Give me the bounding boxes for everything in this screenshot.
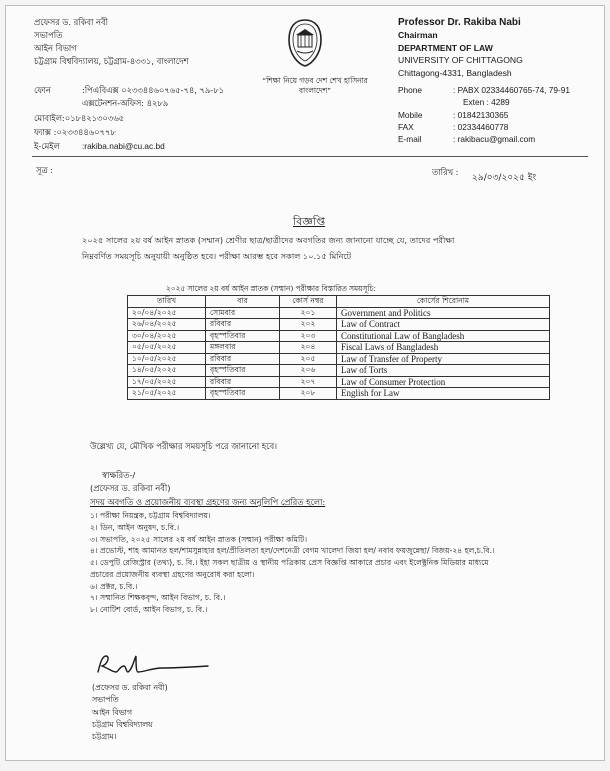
header-right-fax-label: FAX (398, 122, 414, 132)
header-left-department: আইন বিভাগ (34, 43, 77, 53)
cell-course-number: ২০১ (280, 307, 337, 319)
header-right-extension: Exten : 4289 (463, 97, 510, 107)
table-header-row (128, 296, 550, 308)
table-row (128, 388, 550, 400)
header-left-email-label: ই-মেইল (34, 141, 60, 151)
table-row (128, 319, 550, 331)
date-value: ২৯/০৩/২০২৫ ইং (472, 173, 537, 183)
cell-date: ০৫/০৫/২০২৫ (128, 342, 206, 354)
cell-day: বৃহস্পতিবার (206, 388, 280, 400)
signature-designation: সভাপতি (92, 695, 119, 705)
header-divider (32, 156, 588, 157)
table-row (128, 307, 550, 319)
header-right (398, 16, 523, 79)
cell-course-title: Fiscal Laws of Bangladesh (337, 342, 550, 354)
cell-date: ১৭/০৫/২০২৫ (128, 376, 206, 388)
table-row (128, 330, 550, 342)
cell-date: ১৪/০৫/২০২৫ (128, 365, 206, 377)
handwritten-signature (92, 650, 212, 678)
cell-course-number: ২০৪ (280, 342, 337, 354)
cell-course-title: Constitutional Law of Bangladesh (337, 330, 550, 342)
cell-date: ২৬/০৪/২০২৫ (128, 319, 206, 331)
distribution-item: ৭। সম্মানিত শিক্ষকবৃন্দ, আইন বিভাগ, চ. বি.। (90, 593, 226, 603)
cell-course-title: Law of Torts (337, 365, 550, 377)
header-course-title: কোর্সের শিরোনাম (337, 296, 550, 308)
distribution-item: ৪। প্রভোস্ট, শাহ আমানত হল/শামসুন্নাহার হল/প্রীতিলতা হল/দেশনেত্রী বেগম খালেদা জিয়া হল/ নবাব ফয়জুন্নেছা/ বিজয়-২৪ হল,চ.বি.। (90, 546, 495, 556)
cell-day: মঙ্গলবার (206, 342, 280, 354)
cell-date: ২০/০৪/২০২৫ (128, 307, 206, 319)
viva-note: উল্লেখ্য যে, মৌখিক পরীক্ষার সময়সূচি পরে জানানো হবে। (90, 441, 278, 451)
distribution-item: ৩। সভাপতি, ২০২৫ সালের ২য় বর্ষ আইন স্নাতক (সম্মান) পরীক্ষা কমিটি। (90, 534, 308, 544)
cell-day: রবিবার (206, 353, 280, 365)
notice-title: বিজ্ঞপ্তি (293, 215, 325, 228)
header-date: তারিখ (128, 296, 206, 308)
exam-schedule-table (127, 295, 550, 400)
header-left-phone-value: :পিএবিএক্স ০২৩৩৪৪৬০৭৬৫-৭৪, ৭৯-৮১ (82, 85, 225, 95)
header-left-fax: ফ্যাক্স :০২৩৩৪৪৬০৭৭৮ (34, 127, 116, 137)
header-right-email-label: E-mail (398, 134, 422, 144)
header-right-phone-label: Phone (398, 85, 422, 95)
table-row (128, 376, 550, 388)
distribution-item: ২। ডিন, আইন অনুষদ, চ.বি.। (90, 522, 180, 532)
header-right-fax-value: : 02334460778 (453, 122, 509, 132)
cell-course-title: Law of Consumer Protection (337, 376, 550, 388)
table-caption: ২০২৫ সালের ২য় বর্ষ আইন স্নাতক (সম্মান) পরীক্ষার বিস্তারিত সময়সূচি: (166, 284, 376, 293)
cell-course-number: ২০৭ (280, 376, 337, 388)
distribution-item: প্রচারের প্রয়োজনীয় ব্যবস্থা গ্রহণের অনুরোধ করা হলো। (90, 569, 255, 579)
header-right-designation: Chairman (398, 30, 438, 40)
distribution-item: ৬। প্রক্টর, চ.বি.। (90, 581, 138, 591)
cell-day: বৃহস্পতিবার (206, 330, 280, 342)
cell-course-number: ২০৩ (280, 330, 337, 342)
cell-course-number: ২০৫ (280, 353, 337, 365)
header-left (34, 16, 188, 68)
cell-date: ২১/০৫/২০২৫ (128, 388, 206, 400)
cell-course-title: Law of Contract (337, 319, 550, 331)
header-left-extension: এক্সটেনশন-অফিস: ৪২৮৯ (82, 98, 169, 108)
header-left-address: চট্টগ্রাম বিশ্ববিদ্যালয়, চট্টগ্রাম-৪৩৩১, বাংলাদেশ (34, 56, 189, 66)
cell-day: রবিবার (206, 376, 280, 388)
cell-course-number: ২০৬ (280, 365, 337, 377)
header-course-number: কোর্স নম্বর (280, 296, 337, 308)
header-right-email-value: : rakibacu@gmail.com (453, 134, 536, 144)
cell-day: বৃহস্পতিবার (206, 365, 280, 377)
distribution-item: ৮। নোটিশ বোর্ড, আইন বিভাগ, চ. বি.। (90, 605, 208, 615)
header-right-address: Chittagong-4331, Bangladesh (398, 67, 512, 78)
cell-course-title: Law of Transfer of Property (337, 353, 550, 365)
header-right-department: DEPARTMENT OF LAW (398, 42, 493, 53)
notice-page (5, 5, 605, 761)
cell-course-number: ২০২ (280, 319, 337, 331)
cell-date: ১০/০৫/২০২৫ (128, 353, 206, 365)
signature-department: আইন বিভাগ (92, 707, 133, 717)
table-row (128, 342, 550, 354)
slogan: “শিক্ষা নিয়ে গড়ব দেশ শেখ হাসিনার বাংলাদেশ” (262, 76, 368, 95)
reference-label: সূত্র : (36, 165, 54, 175)
signature-university: চট্টগ্রাম বিশ্ববিদ্যালয় (92, 719, 153, 729)
signed-mark: স্বাক্ষরিত-/ (102, 470, 136, 480)
signature-name: (প্রফেসর ড. রকিবা নবী) (92, 683, 168, 692)
header-left-email-value: :rakiba.nabi@cu.ac.bd (82, 141, 165, 151)
header-left-mobile: মোবাইল:০১৮৪২১৩০৩৬৫ (34, 113, 124, 123)
notice-body-line-1: ২০২৫ সালের ২য় বর্ষ আইন স্নাতক (সম্মান) শ্রেণীর ছাত্র/ছাত্রীদের অবগতির জন্য জানানো যাচ্ছে যে, তাদের পরীক্ষা (82, 235, 455, 245)
cell-day: সোমবার (206, 307, 280, 319)
header-right-mobile-label: Mobile (398, 110, 423, 120)
cell-course-title: Government and Politics (337, 307, 550, 319)
header-right-university: UNIVERSITY OF CHITTAGONG (398, 55, 523, 65)
distribution-item: ১। পরীক্ষা নিয়ন্ত্রক, চট্টগ্রাম বিশ্ববিদ্যালয়। (90, 511, 211, 520)
table-row (128, 365, 550, 377)
header-right-name: Professor Dr. Rakiba Nabi (398, 17, 521, 28)
distribution-item: ৫। ডেপুটি রেজিস্ট্রার (তথ্য), চ. বি.। ইহা সকল ছাত্রীয় ও স্থানীয় পত্রিকায় প্রেস বিজ্ঞপ্তি আকারে প্রচার এবং ইলেক্ট্রনিক মিডিয়ার মাধ্যমে (90, 558, 489, 568)
header-day: বার (206, 296, 280, 308)
cell-day: রবিবার (206, 319, 280, 331)
cell-date: ৩০/০৪/২০২৫ (128, 330, 206, 342)
cell-course-number: ২০৮ (280, 388, 337, 400)
table-row (128, 353, 550, 365)
university-logo-icon (286, 18, 324, 68)
notice-body-line-2: নিম্নবর্ণিত সময়সূচি অনুযায়ী অনুষ্ঠিত হবে। পরীক্ষা আরম্ভ হবে সকাল ১০.১৫ মিনিটে (82, 251, 352, 261)
cell-course-title: English for Law (337, 388, 550, 400)
signed-name: (প্রফেসর ড. রকিবা নবী) (90, 483, 171, 493)
header-right-mobile-value: : 01842130365 (453, 110, 509, 120)
signature-city: চট্টগ্রাম। (92, 732, 117, 742)
distribution-heading: সদয় অবগতি ও প্রয়োজনীয় ব্যবস্থা গ্রহণের জন্য অনুলিপি প্রেরিত হলো: (90, 497, 326, 507)
header-right-phone-value: : PABX 02334460765-74, 79-91 (453, 85, 571, 95)
header-left-title: প্রফেসর ড. রকিবা নবী (34, 17, 109, 27)
date-label: তারিখ : (432, 167, 459, 177)
header-left-phone-label: ফোন (34, 85, 51, 95)
distribution-list (90, 512, 495, 618)
header-left-designation: সভাপতি (34, 30, 63, 40)
signature-block (92, 682, 168, 743)
